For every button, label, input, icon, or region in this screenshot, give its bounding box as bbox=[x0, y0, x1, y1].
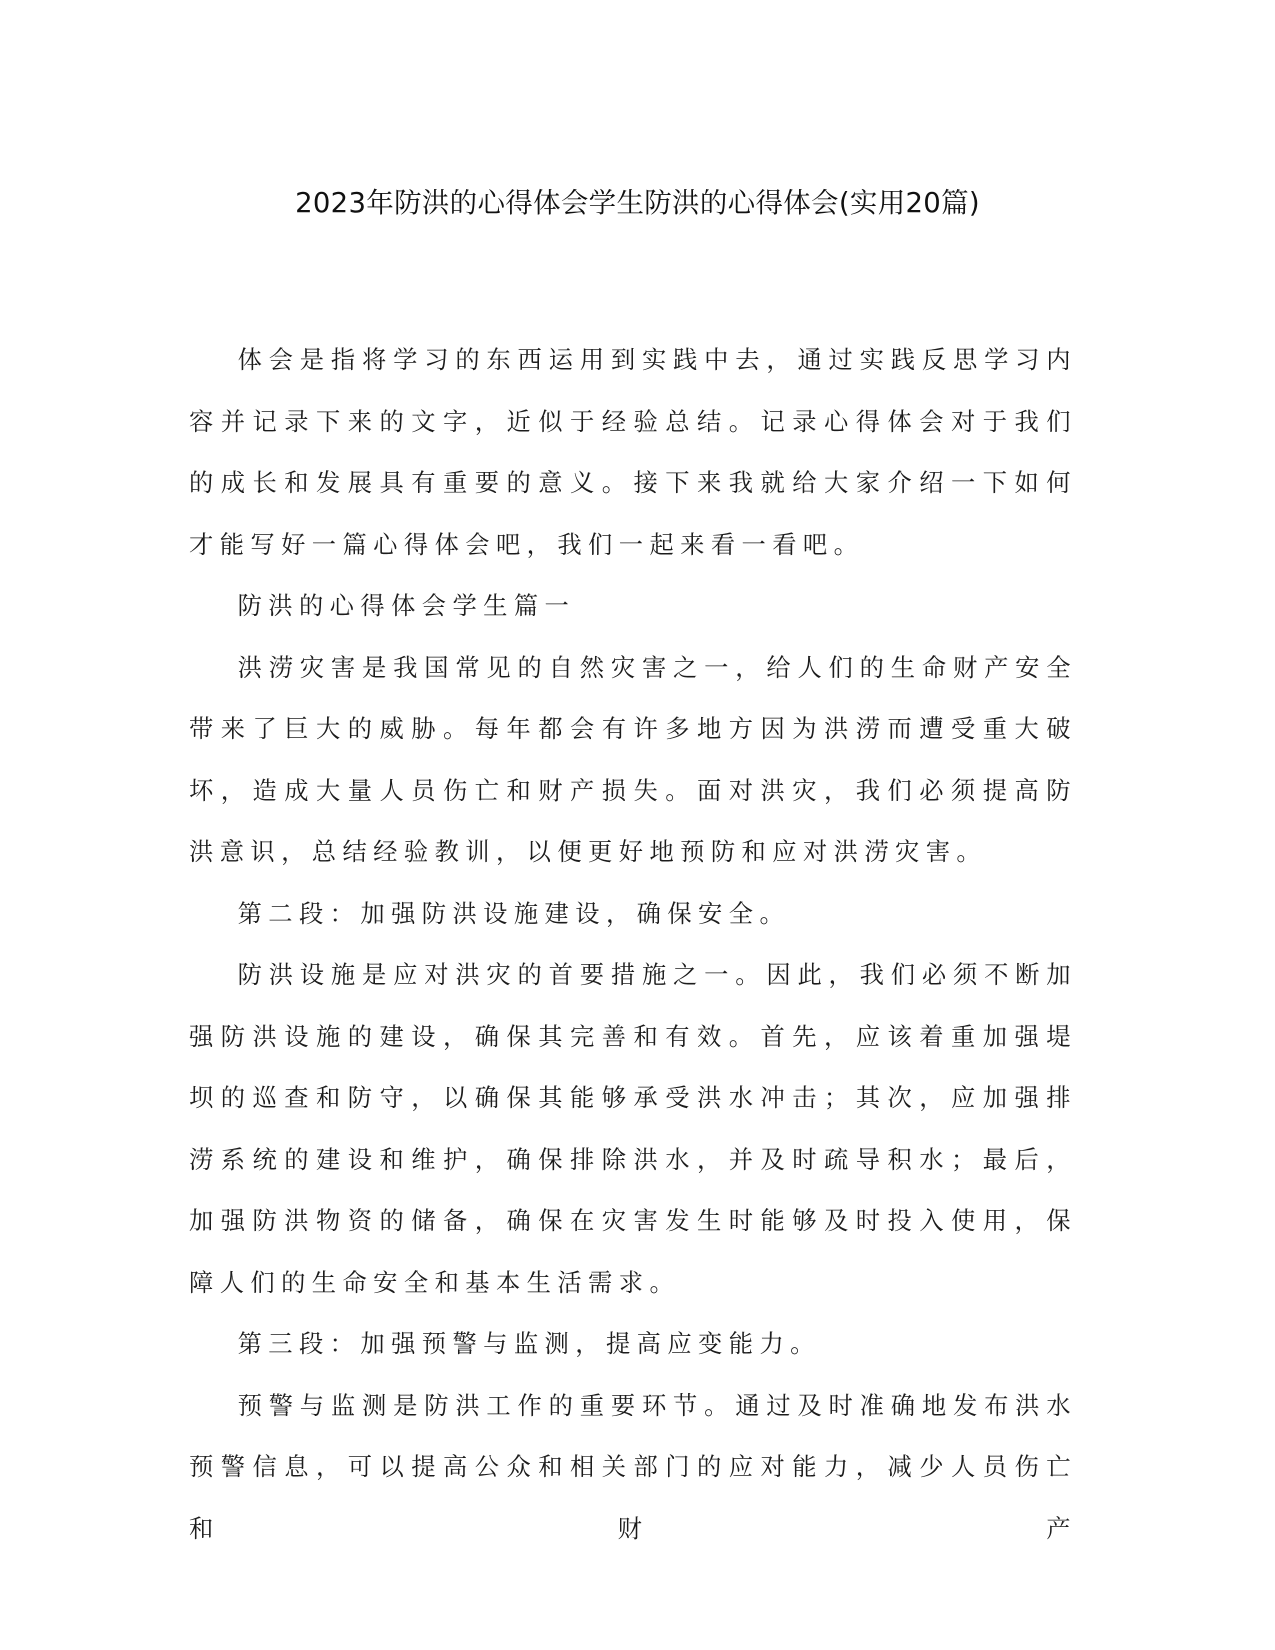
intro-paragraph: 体会是指将学习的东西运用到实践中去，通过实践反思学习内容并记录下来的文字，近似于经验总结。记录心得体会对于我们的成长和发展具有重要的意义。接下来我就给大家介绍一下如何才能写好一篇心得体会吧，我们一起来看一看吧。 bbox=[189, 345, 1077, 559]
paragraph-flood-facilities: 防洪设施是应对洪灾的首要措施之一。因此，我们必须不断加强防洪设施的建设，确保其完善和有效。首先，应该着重加强堤坝的巡查和防守，以确保其能够承受洪水冲击；其次，应加强排涝系统的建设和维护，确保排除洪水，并及时疏导积水；最后，加强防洪物资的储备，确保在灾害发生时能够及时投入使用，保障人们的生命安全和基本生活需求。 bbox=[189, 960, 1077, 1297]
paragraph-warning-monitoring: 预警与监测是防洪工作的重要环节。通过及时准确地发布洪水预警信息，可以提高公众和相关部门的应对能力，减少人员伤亡和财产 bbox=[189, 1390, 1077, 1543]
document-title: 2023年防洪的心得体会学生防洪的心得体会(实用20篇) bbox=[295, 187, 980, 219]
section-heading-third: 第三段：加强预警与监测，提高应变能力。 bbox=[237, 1329, 821, 1358]
section-heading-part-one: 防洪的心得体会学生篇一 bbox=[237, 591, 576, 620]
document-body bbox=[189, 329, 1077, 1559]
section-heading-second: 第二段：加强防洪设施建设，确保安全。 bbox=[237, 898, 791, 928]
paragraph-flood-disaster: 洪涝灾害是我国常见的自然灾害之一，给人们的生命财产安全带来了巨大的威胁。每年都会有许多地方因为洪涝而遭受重大破坏，造成大量人员伤亡和财产损失。面对洪灾，我们必须提高防洪意识，总结经验教训，以便更好地预防和应对洪涝灾害。 bbox=[189, 652, 1077, 866]
